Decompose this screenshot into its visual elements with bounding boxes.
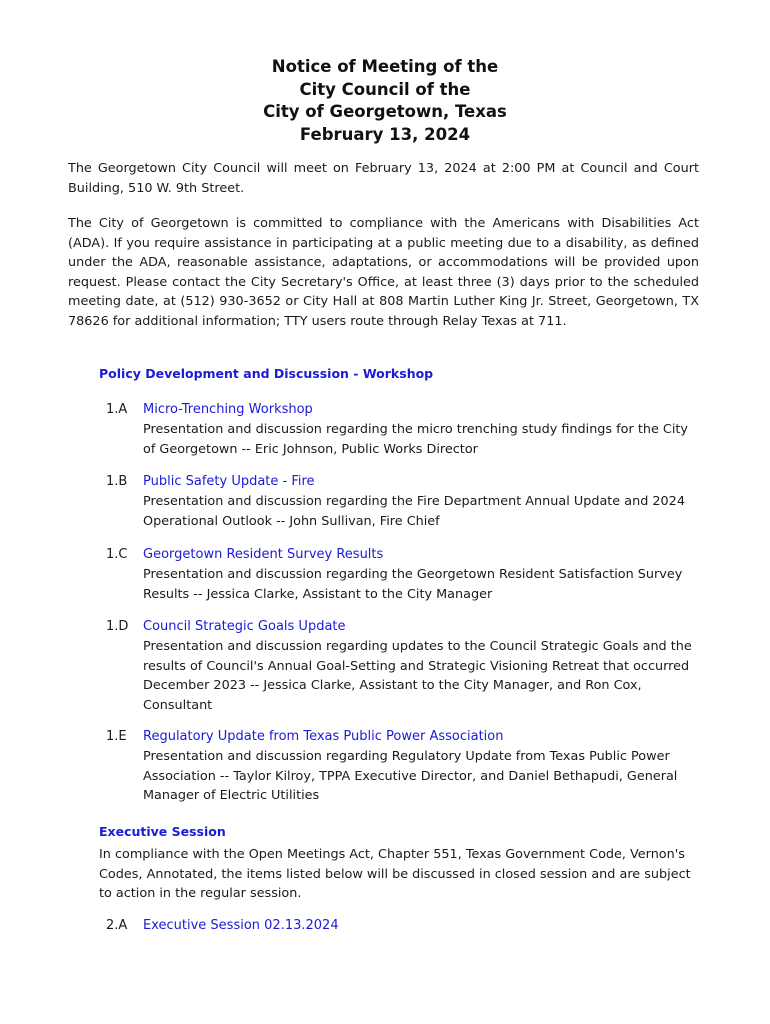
title-line-2: City Council of the	[299, 79, 471, 99]
item-number: 2.A	[106, 918, 128, 933]
item-description: Presentation and discussion regarding the Georgetown Resident Satisfaction Survey Results -- Jessica Clarke, Assistant to the City Manager	[143, 567, 683, 602]
item-title-link[interactable]: Georgetown Resident Survey Results	[143, 547, 384, 562]
item-title-link[interactable]: Regulatory Update from Texas Public Power Association	[143, 729, 504, 744]
item-description: Presentation and discussion regarding updates to the Council Strategic Goals and the results of Council's Annual Goal-Setting and Strategic Visioning Retreat that occurred December 2023 -- Jessica Clarke, Assistant to the City Manager, and Ron Cox, Consultant	[143, 639, 692, 713]
item-title-link[interactable]: Public Safety Update - Fire	[143, 474, 315, 489]
item-description: Presentation and discussion regarding the micro trenching study findings for the City of Georgetown -- Eric Johnson, Public Works Director	[143, 422, 688, 457]
ada-notice: The City of Georgetown is committed to compliance with the Americans with Disabilities Act (ADA). If you require assistance in participating at a public meeting due to a disability, as defined under the ADA, reasonable assistance, adaptations, or accommodations will be provided upon request. Please contact the City Secretary's Office, at least three (3) days prior to the scheduled meeting date, at (512) 930-3652 or City Hall at 808 Martin Luther King Jr. Street, Georgetown, TX 78626 for additional information; TTY users route through Relay Texas at 711.	[68, 216, 699, 329]
item-title-link[interactable]: Executive Session 02.13.2024	[143, 918, 339, 933]
item-number: 1.A	[106, 402, 128, 417]
item-title-link[interactable]: Micro-Trenching Workshop	[143, 402, 313, 417]
title-line-1: Notice of Meeting of the	[271, 57, 499, 76]
item-description: Presentation and discussion regarding Regulatory Update from Texas Public Power Association -- Taylor Kilroy, TPPA Executive Director, and Daniel Bethapudi, General Manager of Electric Utilities	[143, 749, 678, 803]
page-title	[0, 56, 770, 146]
item-number: 1.C	[106, 547, 128, 562]
item-number: 1.E	[106, 729, 127, 744]
title-line-4: February 13, 2024	[299, 124, 471, 144]
item-description: Presentation and discussion regarding the Fire Department Annual Update and 2024 Operational Outlook -- John Sullivan, Fire Chief	[143, 494, 685, 529]
title-line-3: City of Georgetown, Texas	[263, 102, 507, 121]
meeting-intro: The Georgetown City Council will meet on February 13, 2024 at 2:00 PM at Council and Court Building, 510 W. 9th Street.	[68, 161, 699, 196]
executive-session-notice: In compliance with the Open Meetings Act, Chapter 551, Texas Government Code, Vernon's Codes, Annotated, the items listed below will be discussed in closed session and are subject to action in the regular session.	[99, 847, 691, 901]
item-title-link[interactable]: Council Strategic Goals Update	[143, 619, 346, 634]
item-number: 1.B	[106, 474, 128, 489]
section-heading-workshop[interactable]: Policy Development and Discussion - Workshop	[99, 366, 434, 381]
item-number: 1.D	[106, 619, 129, 634]
section-heading-executive[interactable]: Executive Session	[99, 824, 226, 839]
